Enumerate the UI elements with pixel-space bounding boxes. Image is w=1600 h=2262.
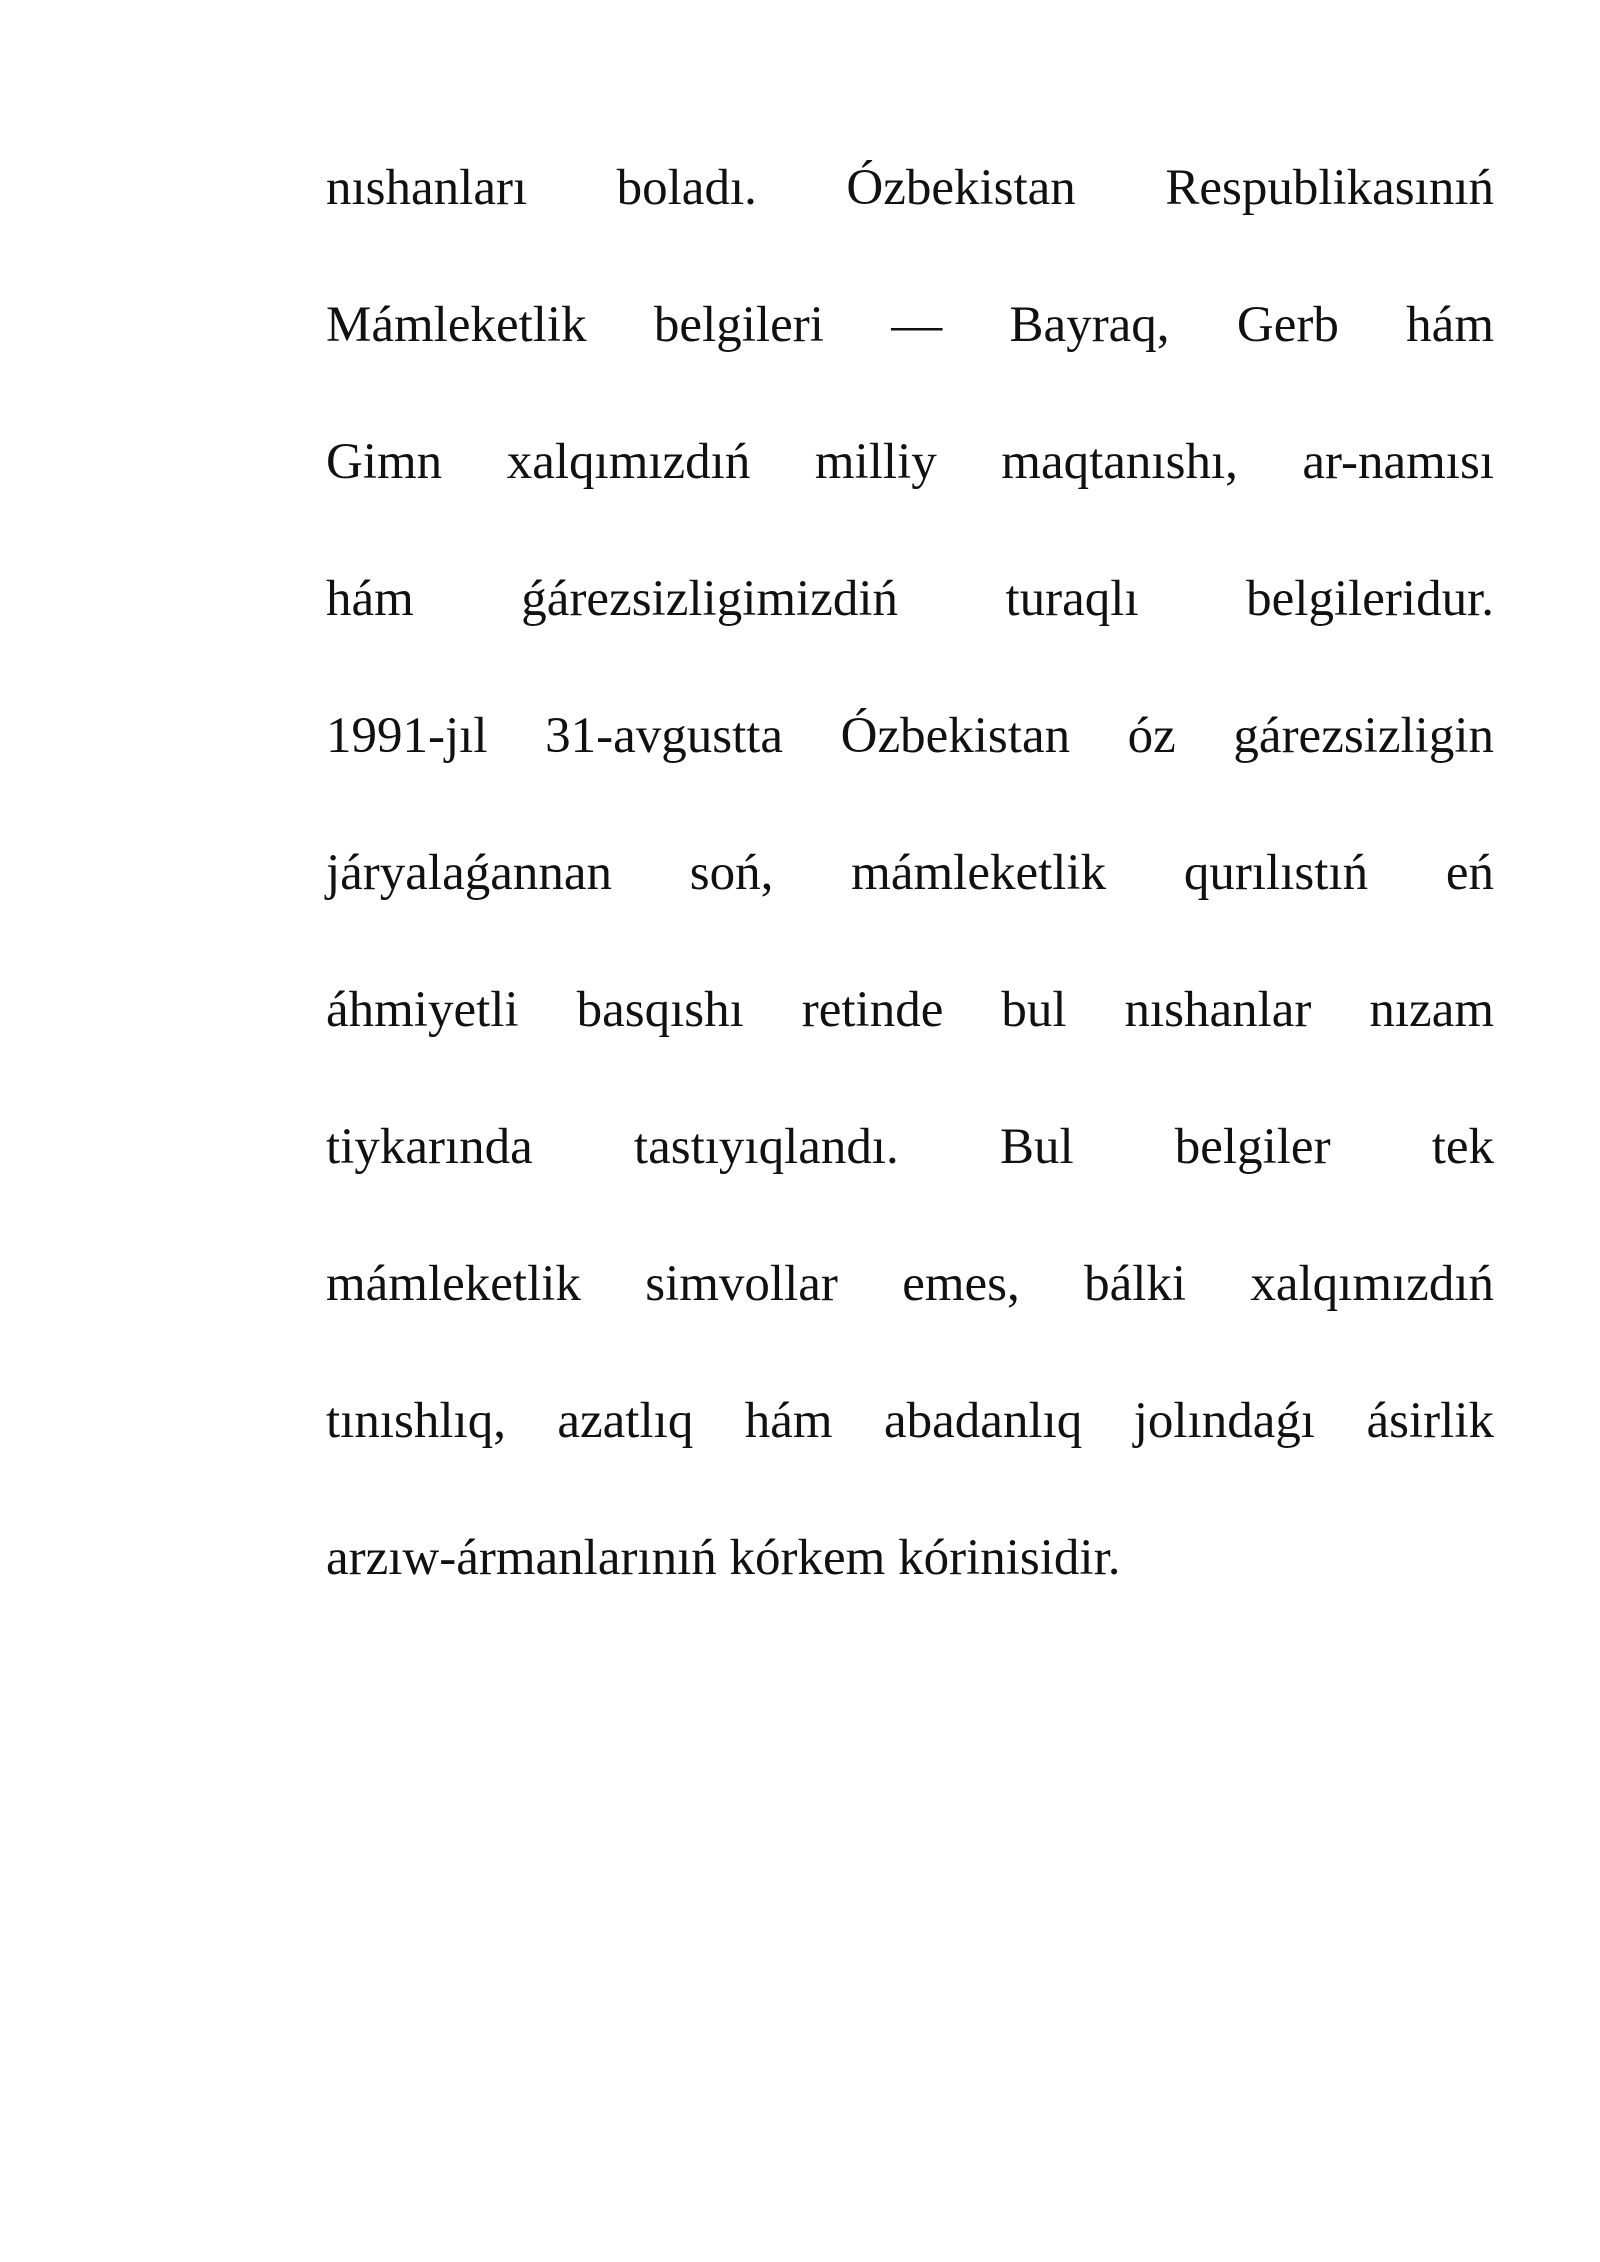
paragraph-line-11: arzıw-ármanlarınıń kórkem kórinisidir.: [326, 1530, 1121, 1586]
paragraph-line-7: áhmiyetli basqıshı retinde bul nıshanlar nızam: [326, 982, 1494, 1038]
paragraph-line-1: nıshanları boladı. Ózbekistan Respublikasınıń: [326, 160, 1494, 216]
paragraph-line-10: tınıshlıq, azatlıq hám abadanlıq jolındaǵı ásirlik: [326, 1393, 1494, 1449]
paragraph-line-2: Mámleketlik belgileri — Bayraq, Gerb hám: [326, 297, 1494, 353]
paragraph-line-5: 1991-jıl 31-avgustta Ózbekistan óz gárezsizligin: [326, 708, 1494, 764]
paragraph-line-3: Gimn xalqımızdıń milliy maqtanıshı, ar-namısı: [326, 434, 1494, 490]
paragraph-line-8: tiykarında tastıyıqlandı. Bul belgiler tek: [326, 1119, 1494, 1175]
paragraph-line-6: járyalaǵannan soń, mámleketlik qurılıstıń eń: [326, 845, 1494, 901]
paragraph-line-4: hám ǵárezsizligimizdiń turaqlı belgileridur.: [326, 571, 1494, 627]
body-paragraph: [326, 138, 1494, 1645]
paragraph-line-9: mámleketlik simvollar emes, bálki xalqımızdıń: [326, 1256, 1494, 1312]
